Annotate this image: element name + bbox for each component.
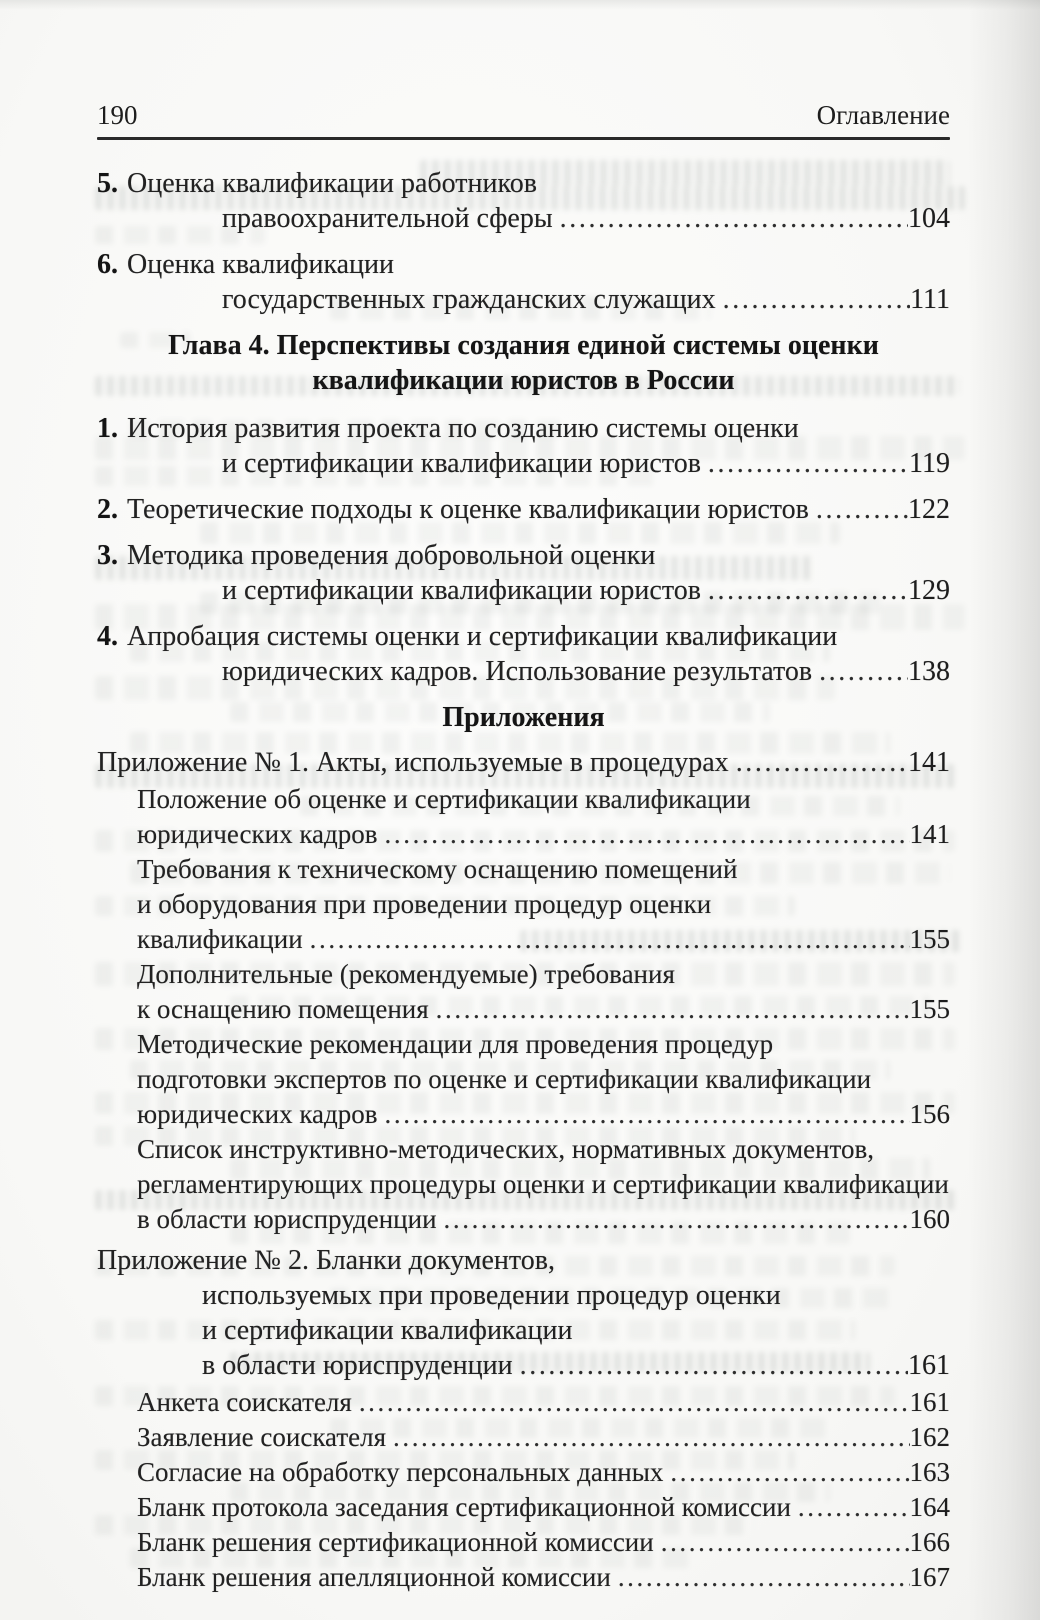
entry-text: и сертификации квалификации юристов [222,448,701,479]
entry-text: Оценка квалификации [127,249,394,280]
dot-leader [791,1490,910,1525]
entry-page-ref: 166 [909,1527,950,1557]
entry-text: Требования к техническому оснащению помещений [137,854,738,884]
entry-text: квалификации юристов в России [312,365,735,396]
toc-line [97,328,950,363]
entry-text: юридических кадров [137,819,378,849]
toc-line [97,1278,950,1313]
toc-entry [97,1455,950,1490]
entry-text: юридических кадров [137,1099,378,1129]
toc-line [97,1525,950,1560]
toc-line [97,247,950,282]
entry-text: подготовки экспертов по оценке и сертификации квалификации [137,1064,872,1094]
dot-leader [663,1455,909,1490]
toc-entry [97,782,950,852]
toc-entry [97,1525,950,1560]
entry-page-ref: 104 [908,203,950,234]
entry-page-ref: 138 [908,656,950,687]
dot-leader [429,992,910,1027]
entry-number: 4. [97,621,118,652]
toc-line [97,1202,950,1237]
entry-page-ref: 111 [910,284,950,315]
entry-text: Дополнительные (рекомендуемые) требования [137,959,675,989]
toc-line [97,1027,950,1062]
entry-text: юридических кадров. Использование результатов [222,656,813,687]
toc-line [97,166,950,201]
entry-text: Бланк решения апелляционной комиссии [137,1562,611,1592]
entry-page-ref: 163 [909,1457,950,1487]
toc-line [97,1062,950,1097]
toc-line [97,992,950,1027]
dot-leader [378,817,910,852]
page-header [97,100,950,140]
toc-line [97,282,950,317]
dot-leader [611,1560,910,1595]
toc-entry [97,700,950,735]
entry-text: в области юриспруденции [137,1204,437,1234]
toc-line [97,411,950,446]
toc-entry [97,1132,950,1237]
entry-page-ref: 161 [908,1350,950,1381]
toc-line [97,573,950,608]
entry-text: государственных гражданских служащих [222,284,716,315]
header-rule [97,137,950,140]
dot-leader [654,1525,910,1560]
page-edge-shadow [968,0,1040,1620]
entry-text: и оборудования при проведении процедур оценки [137,889,712,919]
toc-line [97,1313,950,1348]
entry-page-ref: 164 [909,1492,950,1522]
entry-number: 3. [97,540,118,571]
entry-text: используемых при проведении процедур оценки [202,1280,781,1311]
toc-line [97,492,950,527]
entry-text: Оценка квалификации работников [127,168,537,199]
entry-page-ref: 156 [909,1099,950,1129]
toc-line [97,1420,950,1455]
toc-line [97,817,950,852]
entry-text: Глава 4. Перспективы создания единой системы оценки [168,330,879,361]
dot-leader [378,1097,910,1132]
entry-text: История развития проекта по созданию системы оценки [127,413,799,444]
toc-line [97,619,950,654]
entry-text: к оснащению помещения [137,994,429,1024]
entry-page-ref: 141 [908,747,950,778]
toc-line [97,1385,950,1420]
entry-text: в области юриспруденции [202,1350,513,1381]
toc-line [97,700,950,735]
dot-leader [352,1385,910,1420]
entry-number: 6. [97,249,118,280]
toc-entry [97,957,950,1027]
entry-text: Методика проведения добровольной оценки [127,540,656,571]
entry-text: Анкета соискателя [137,1387,352,1417]
toc-entry [97,745,950,780]
entry-page-ref: 155 [909,924,950,954]
dot-leader [701,446,909,481]
toc-entry [97,1385,950,1420]
toc-line [97,1097,950,1132]
toc-entry [97,1243,950,1383]
entry-page-ref: 141 [909,819,950,849]
toc-line [97,852,950,887]
entry-text: Бланк протокола заседания сертификационной комиссии [137,1492,791,1522]
dot-leader [701,573,908,608]
page-top-shadow [0,0,1040,10]
entry-text: Положение об оценке и сертификации квалификации [137,784,751,814]
toc-line [97,1455,950,1490]
toc-entry [97,619,950,689]
header-running-title: Оглавление [816,100,950,130]
entry-text: Теоретические подходы к оценке квалификации юристов [127,494,809,525]
toc-entry [97,538,950,608]
toc-line [97,1348,950,1383]
toc-entry [97,1420,950,1455]
toc-entry [97,1027,950,1132]
toc-entry [97,166,950,236]
toc-line [97,446,950,481]
entry-text: Согласие на обработку персональных данных [137,1457,664,1487]
entry-text: Апробация системы оценки и сертификации квалификации [127,621,838,652]
entry-page-ref: 129 [908,575,950,606]
toc-line [97,538,950,573]
toc-line [97,1167,950,1202]
dot-leader [809,492,908,527]
toc-entry [97,411,950,481]
entry-text: Приложение № 2. Бланки документов, [97,1245,555,1276]
entry-text: Список инструктивно-методических, нормативных документов, [137,1134,874,1164]
toc-entry [97,247,950,317]
toc-entry [97,852,950,957]
table-of-contents [97,166,950,1595]
dot-leader [553,201,908,236]
toc-line [97,922,950,957]
toc-line [97,1243,950,1278]
entry-text: Приложение № 1. Акты, используемые в процедурах [97,747,729,778]
dot-leader [812,654,908,689]
entry-text: правоохранительной сферы [222,203,553,234]
entry-page-ref: 160 [909,1204,950,1234]
toc-line [97,1560,950,1595]
entry-page-ref: 161 [909,1387,950,1417]
entry-page-ref: 167 [909,1562,950,1592]
toc-line [97,887,950,922]
toc-line [97,957,950,992]
toc-line [97,201,950,236]
entry-text: Приложения [442,702,605,733]
dot-leader [729,745,908,780]
entry-text: Бланк решения сертификационной комиссии [137,1527,654,1557]
entry-page-ref: 119 [909,448,950,479]
entry-page-ref: 162 [909,1422,950,1452]
entry-page-ref: 122 [908,494,950,525]
dot-leader [716,282,910,317]
toc-line [97,1490,950,1525]
dot-leader [513,1348,908,1383]
toc-line [97,654,950,689]
entry-text: Заявление соискателя [137,1422,386,1452]
entry-number: 1. [97,413,118,444]
entry-text: Методические рекомендации для проведения процедур [137,1029,774,1059]
dot-leader [437,1202,910,1237]
toc-line [97,363,950,398]
entry-number: 5. [97,168,118,199]
dot-leader [386,1420,910,1455]
entry-text: квалификации [137,924,303,954]
toc-entry [97,1490,950,1525]
dot-leader [303,922,910,957]
entry-number: 2. [97,494,118,525]
toc-line [97,745,950,780]
entry-page-ref: 155 [909,994,950,1024]
entry-text: регламентирующих процедуры оценки и сертификации квалификации [137,1169,949,1199]
toc-line [97,782,950,817]
header-page-number: 190 [97,100,138,130]
toc-line [97,1132,950,1167]
entry-text: и сертификации квалификации [202,1315,573,1346]
entry-text: и сертификации квалификации юристов [222,575,701,606]
toc-entry [97,328,950,398]
toc-entry [97,1560,950,1595]
toc-entry [97,492,950,527]
